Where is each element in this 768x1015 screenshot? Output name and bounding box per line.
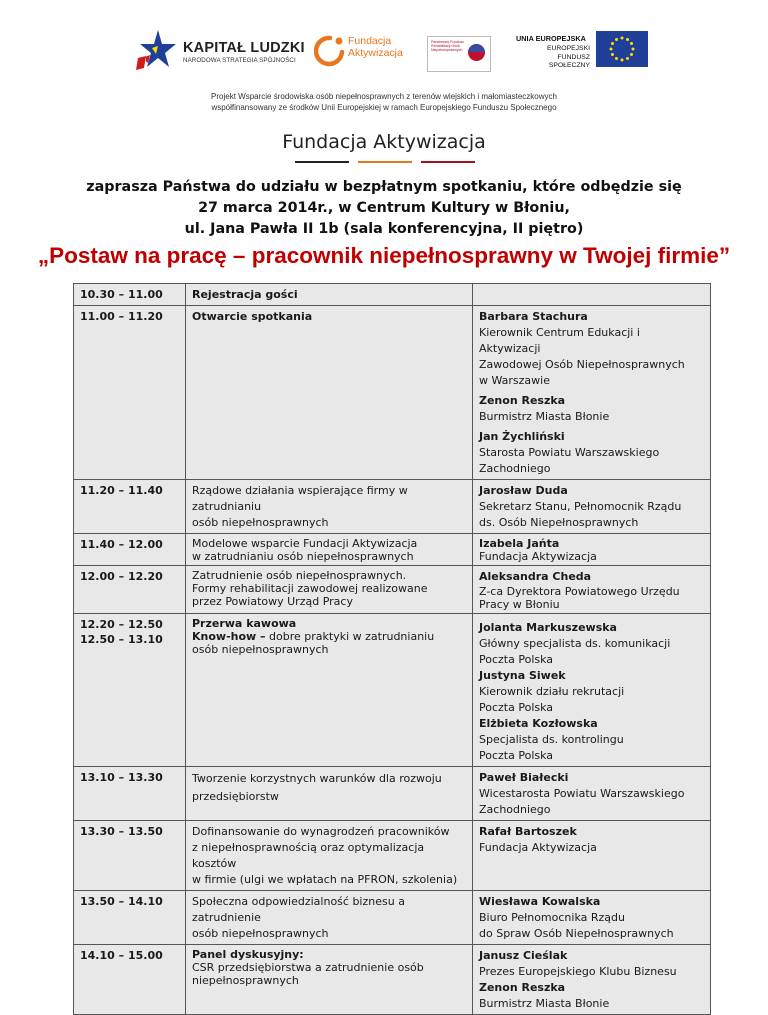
speaker-name: Zenon Reszka [479, 394, 566, 407]
topic-line: Zatrudnienie osób niepełnosprawnych. [192, 569, 407, 582]
table-row [74, 306, 711, 480]
topic-cell [186, 767, 473, 821]
speaker-role: Z-ca Dyrektora Powiatowego Urzędu [479, 585, 680, 598]
speaker-role: Poczta Polska [479, 653, 554, 666]
speaker-name: Janusz Cieślak [479, 949, 568, 962]
speaker-cell [473, 480, 711, 534]
speaker-name: Elżbieta Kozłowska [479, 717, 598, 730]
speaker-name: Aleksandra Cheda [479, 570, 592, 583]
project-line-2: współfinansowany ze środków Unii Europejskiej w ramach Europejskiego Funduszu Społecznego [211, 103, 557, 112]
speaker-role: Wicestarosta Powiatu Warszawskiego [479, 787, 685, 800]
speaker-name: Jolanta Markuszewska [479, 621, 617, 634]
time-cell [74, 614, 186, 767]
time-cell: 10.30 – 11.00 [74, 284, 186, 306]
speaker-role: Poczta Polska [479, 749, 554, 762]
speaker-role: Zawodowej Osób Niepełnosprawnych [479, 358, 685, 371]
topic-cell [186, 614, 473, 767]
speaker-cell [473, 614, 711, 767]
speaker-role: Burmistrz Miasta Błonie [479, 997, 610, 1010]
time-cell: 13.10 – 13.30 [74, 767, 186, 821]
topic-line: Modelowe wsparcie Fundacji Aktywizacja [192, 537, 418, 550]
topic-line: przez Powiatowy Urząd Pracy [192, 595, 353, 608]
invite-line-2: 27 marca 2014r., w Centrum Kultury w Błoniu, [198, 200, 570, 216]
topic-line [192, 630, 466, 643]
pfron-circle-icon [468, 44, 485, 61]
topic-line: przedsiębiorstw [192, 790, 279, 803]
kapital-ludzki-title: KAPITAŁ LUDZKI [183, 40, 305, 56]
table-row [74, 566, 711, 614]
topic-line: CSR przedsiębiorstwa a zatrudnienie osób [192, 961, 424, 974]
speaker-cell [473, 767, 711, 821]
table-row [74, 480, 711, 534]
topic-line: Tworzenie korzystnych warunków dla rozwoju [192, 772, 442, 785]
topic-line: Przerwa kawowa [192, 617, 297, 630]
speaker-role: w Warszawie [479, 374, 550, 387]
time-cell: 14.10 – 15.00 [74, 945, 186, 1015]
invite-line-3: ul. Jana Pawła II 1b (sala konferencyjna, II piętro) [184, 221, 584, 237]
eu-title: UNIA EUROPEJSKA [516, 34, 586, 43]
speaker-cell [473, 891, 711, 945]
speaker-name: Wiesława Kowalska [479, 895, 601, 908]
table-row [74, 945, 711, 1015]
speaker-role: Kierownik działu rekrutacji [479, 685, 625, 698]
project-line-1: Projekt Wsparcie środowiska osób niepełnosprawnych z terenów wiejskich i małomiasteczkowych [211, 92, 557, 101]
speaker-role: Specjalista ds. kontrolingu [479, 733, 624, 746]
speaker-role: Główny specjalista ds. komunikacji [479, 637, 671, 650]
speaker-role: Sekretarz Stanu, Pełnomocnik Rządu [479, 500, 682, 513]
speaker-name: Rafał Bartoszek [479, 825, 577, 838]
time-cell: 13.50 – 14.10 [74, 891, 186, 945]
time-cell: 11.20 – 11.40 [74, 480, 186, 534]
speaker-name: Jan Żychliński [479, 430, 565, 443]
speaker-cell [473, 566, 711, 614]
topic-line: Dofinansowanie do wynagrodzeń pracowników [192, 825, 450, 838]
speaker-role: Starosta Powiatu Warszawskiego [479, 446, 660, 459]
eu-star-icon [611, 42, 614, 45]
organization-title: Fundacja Aktywizacja [282, 131, 486, 153]
schedule-table [73, 283, 711, 1015]
title-underline-black [295, 161, 349, 163]
eu-star-icon [621, 59, 624, 62]
speaker-role: Biuro Pełnomocnika Rządu [479, 911, 625, 924]
kapital-ludzki-star-icon [136, 28, 180, 72]
eu-star-icon [632, 48, 635, 51]
topic-line: osób niepełnosprawnych [192, 643, 329, 656]
eu-star-icon [630, 42, 633, 45]
topic-cell [186, 480, 473, 534]
table-row [74, 891, 711, 945]
speaker-role: Zachodniego [479, 462, 551, 475]
speaker-role: Zachodniego [479, 803, 551, 816]
speaker-role: ds. Osób Niepełnosprawnych [479, 516, 639, 529]
speaker-role: Pracy w Błoniu [479, 598, 560, 611]
speaker-role: do Spraw Osób Niepełnosprawnych [479, 927, 674, 940]
table-row [74, 767, 711, 821]
eu-star-icon [626, 57, 629, 60]
speaker-cell [473, 534, 711, 566]
speaker-cell [473, 284, 711, 306]
eu-star-icon [615, 57, 618, 60]
time-cell: 11.40 – 12.00 [74, 534, 186, 566]
topic-line: Społeczna odpowiedzialność biznesu a zatrudnienie [192, 895, 405, 924]
topic-line: z niepełnosprawnością oraz optymalizacja kosztów [192, 841, 425, 870]
topic-line: Rządowe działania wspierające firmy w zatrudnianiu [192, 484, 408, 513]
invite-line-1: zaprasza Państwa do udziału w bezpłatnym spotkaniu, które odbędzie się [86, 179, 682, 195]
invitation-text [0, 177, 768, 240]
speaker-role: Fundacja Aktywizacja [479, 841, 597, 854]
fundacja-word: Fundacja [348, 35, 392, 47]
eu-flag-icon [596, 31, 648, 67]
time-cell: 13.30 – 13.50 [74, 821, 186, 891]
eu-star-icon [626, 38, 629, 41]
aktywizacja-word: Aktywizacja [348, 47, 403, 59]
topic-line: w zatrudnianiu osób niepełnosprawnych [192, 550, 414, 563]
topic-cell [186, 534, 473, 566]
eu-subtitle [530, 45, 590, 71]
topic-line: Formy rehabilitacji zawodowej realizowane [192, 582, 428, 595]
topic-cell [186, 891, 473, 945]
speaker-name: Izabela Jańta [479, 537, 560, 550]
time-cell: 11.00 – 11.20 [74, 306, 186, 480]
speaker-cell [473, 306, 711, 480]
speaker-name: Zenon Reszka [479, 981, 566, 994]
kapital-ludzki-subtitle: NARODOWA STRATEGIA SPÓJNOŚCI [183, 57, 296, 64]
speaker-name: Justyna Siwek [479, 669, 566, 682]
speaker-name: Paweł Białecki [479, 771, 569, 784]
speaker-role: Fundacja Aktywizacja [479, 550, 597, 563]
speaker-cell [473, 821, 711, 891]
speaker-name: Barbara Stachura [479, 310, 588, 323]
eu-line-3: FUNDUSZ SPOŁECZNY [548, 53, 590, 69]
pfron-logo [427, 36, 491, 72]
table-row [74, 284, 711, 306]
speaker-role: Kierownik Centrum Edukacji i Aktywizacji [479, 326, 640, 355]
topic-cell [186, 821, 473, 891]
title-underline-red [421, 161, 475, 163]
table-row [74, 614, 711, 767]
eu-star-icon [610, 48, 613, 51]
speaker-name: Jarosław Duda [479, 484, 568, 497]
topic-cell: Otwarcie spotkania [186, 306, 473, 480]
fundacja-aktywizacja-logo-text [348, 35, 403, 59]
topic-line: osób niepełnosprawnych [192, 516, 329, 529]
fundacja-aktywizacja-logo-icon [314, 32, 346, 72]
eu-star-icon [621, 37, 624, 40]
table-row [74, 534, 711, 566]
topic-bold: Know-how – [192, 630, 266, 643]
speaker-role: Burmistrz Miasta Błonie [479, 410, 610, 423]
eu-star-icon [630, 53, 633, 56]
eu-star-icon [611, 53, 614, 56]
pfron-text: Państwowy Fundusz Rehabilitacji Osób Niepełnosprawnych [431, 40, 464, 53]
logo-bar [0, 22, 768, 82]
topic-cell: Rejestracja gości [186, 284, 473, 306]
topic-line: Panel dyskusyjny: [192, 948, 304, 961]
project-description [0, 91, 768, 113]
speaker-cell [473, 945, 711, 1015]
topic-line: w firmie (ulgi we wpłatach na PFRON, szkolenia) [192, 873, 458, 886]
topic-line: osób niepełnosprawnych [192, 927, 329, 940]
speaker-role: Prezes Europejskiego Klubu Biznesu [479, 965, 677, 978]
topic-cell [186, 566, 473, 614]
time-line: 12.20 – 12.50 [80, 618, 163, 631]
topic-text: dobre praktyki w zatrudnianiu [265, 630, 435, 643]
topic-cell [186, 945, 473, 1015]
speaker-role: Poczta Polska [479, 701, 554, 714]
topic-line: niepełnosprawnych [192, 974, 299, 987]
eu-line-2: EUROPEJSKI [546, 45, 590, 52]
event-headline: „Postaw na pracę – pracownik niepełnosprawny w Twojej firmie” [37, 243, 731, 268]
time-cell: 12.00 – 12.20 [74, 566, 186, 614]
time-line: 12.50 – 13.10 [80, 633, 163, 646]
table-row [74, 821, 711, 891]
title-underline-orange [358, 161, 412, 163]
eu-star-icon [615, 38, 618, 41]
